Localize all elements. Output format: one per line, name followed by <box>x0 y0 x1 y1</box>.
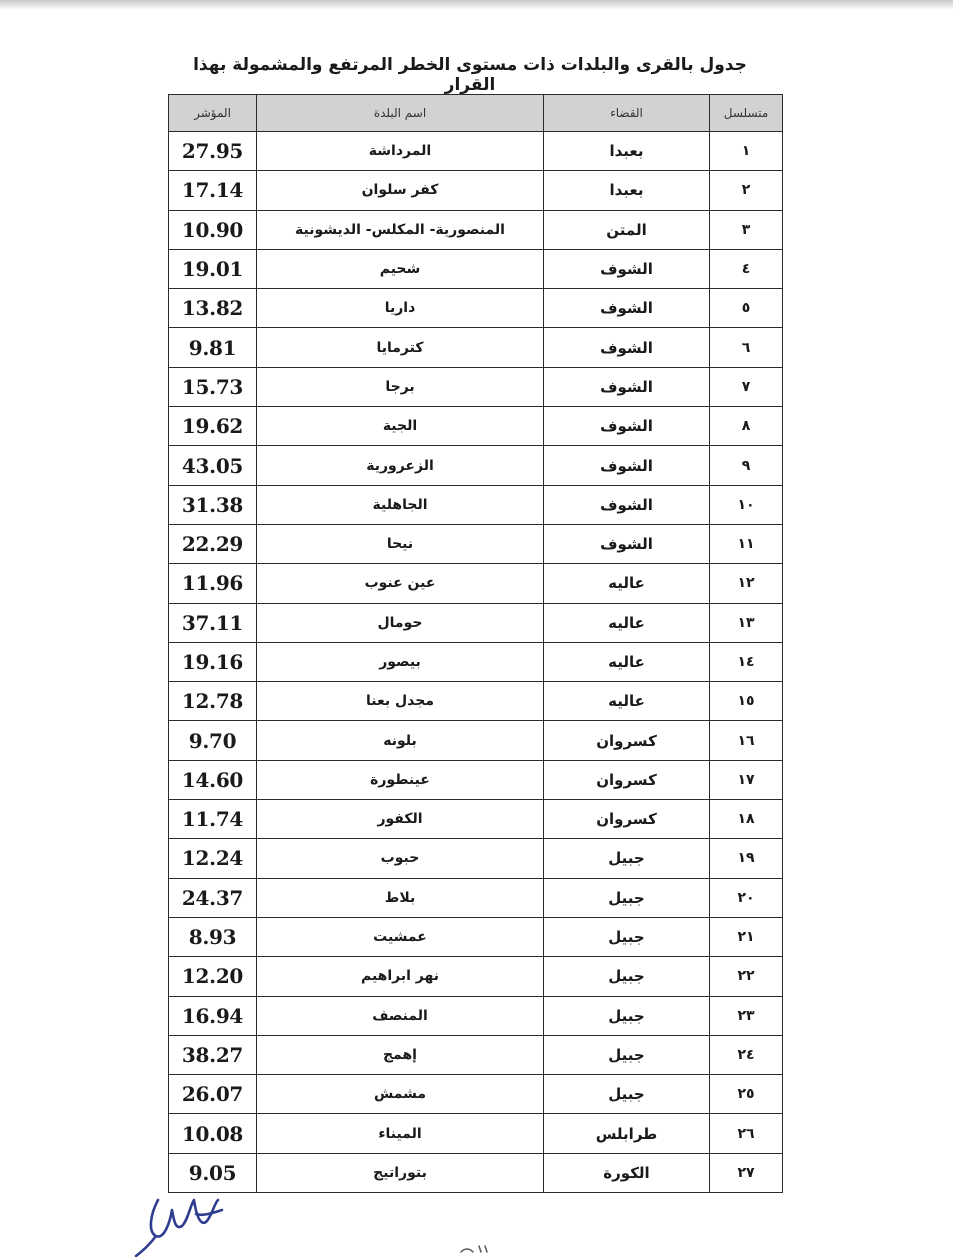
cell-index: 19.62 <box>169 407 257 446</box>
table-row <box>169 996 783 1035</box>
cell-serial: ١١ <box>710 524 783 563</box>
table-row <box>169 446 783 485</box>
cell-district: جبيل <box>544 1035 710 1074</box>
cell-village: الجاهلية <box>257 485 544 524</box>
header-district: القضاء <box>544 95 710 132</box>
cell-village: مجدل بعنا <box>257 682 544 721</box>
cell-village: إهمج <box>257 1035 544 1074</box>
cell-serial: ١٥ <box>710 682 783 721</box>
cell-village: الزعرورية <box>257 446 544 485</box>
cell-serial: ٢٦ <box>710 1114 783 1153</box>
table-row <box>169 721 783 760</box>
table-row <box>169 249 783 288</box>
cell-serial: ١٤ <box>710 642 783 681</box>
table-row <box>169 171 783 210</box>
cell-index: 38.27 <box>169 1035 257 1074</box>
cell-village: عينطورة <box>257 760 544 799</box>
cell-serial: ١٨ <box>710 800 783 839</box>
table-row <box>169 760 783 799</box>
cell-district: جبيل <box>544 996 710 1035</box>
cell-serial: ٢٤ <box>710 1035 783 1074</box>
cell-serial: ٢٢ <box>710 957 783 996</box>
cell-serial: ٤ <box>710 249 783 288</box>
cell-village: نيحا <box>257 524 544 563</box>
cell-serial: ١ <box>710 132 783 171</box>
cell-index: 19.01 <box>169 249 257 288</box>
cell-district: عاليه <box>544 603 710 642</box>
cell-index: 16.94 <box>169 996 257 1035</box>
signature-mark <box>130 1170 230 1257</box>
cell-district: بعبدا <box>544 132 710 171</box>
table-row <box>169 642 783 681</box>
cell-village: الميناء <box>257 1114 544 1153</box>
table-row <box>169 485 783 524</box>
cell-index: 12.78 <box>169 682 257 721</box>
cell-district: عاليه <box>544 642 710 681</box>
cell-district: الشوف <box>544 249 710 288</box>
cell-serial: ٢٥ <box>710 1075 783 1114</box>
cell-serial: ٧ <box>710 367 783 406</box>
cell-index: 15.73 <box>169 367 257 406</box>
cell-village: برجا <box>257 367 544 406</box>
cell-district: جبيل <box>544 878 710 917</box>
cell-index: 43.05 <box>169 446 257 485</box>
cell-serial: ٦ <box>710 328 783 367</box>
table-row <box>169 367 783 406</box>
cell-index: 14.60 <box>169 760 257 799</box>
cell-index: 22.29 <box>169 524 257 563</box>
cell-village: عمشيت <box>257 917 544 956</box>
table-row <box>169 957 783 996</box>
cell-district: جبيل <box>544 839 710 878</box>
cell-serial: ١٣ <box>710 603 783 642</box>
high-risk-villages-table <box>168 94 783 1193</box>
cell-district: بعبدا <box>544 171 710 210</box>
cell-serial: ٥ <box>710 289 783 328</box>
cell-village: حبوب <box>257 839 544 878</box>
cell-village: داريا <box>257 289 544 328</box>
cell-district: كسروان <box>544 800 710 839</box>
cell-village: شحيم <box>257 249 544 288</box>
cell-district: المتن <box>544 210 710 249</box>
cell-serial: ٩ <box>710 446 783 485</box>
page-title: جدول بالقرى والبلدات ذات مستوى الخطر المرتفع والمشمولة بهذا القرار <box>193 55 747 95</box>
cell-village: المنصف <box>257 996 544 1035</box>
cell-index: 19.16 <box>169 642 257 681</box>
cell-index: 9.81 <box>169 328 257 367</box>
header-index: المؤشر <box>169 95 257 132</box>
table-row <box>169 564 783 603</box>
cell-serial: ١٦ <box>710 721 783 760</box>
cell-district: الشوف <box>544 446 710 485</box>
cell-district: عاليه <box>544 682 710 721</box>
table-row <box>169 328 783 367</box>
cell-village: بلونه <box>257 721 544 760</box>
table-row <box>169 210 783 249</box>
cell-index: 26.07 <box>169 1075 257 1114</box>
cell-district: الشوف <box>544 367 710 406</box>
table-row <box>169 603 783 642</box>
cell-village: المرداشة <box>257 132 544 171</box>
cell-district: الكورة <box>544 1153 710 1192</box>
cell-index: 9.05 <box>169 1153 257 1192</box>
table-row <box>169 800 783 839</box>
cell-district: عاليه <box>544 564 710 603</box>
cell-village: كترمايا <box>257 328 544 367</box>
cell-village: حومال <box>257 603 544 642</box>
cell-village: بيصور <box>257 642 544 681</box>
cell-village: الجية <box>257 407 544 446</box>
table-row <box>169 1114 783 1153</box>
cell-index: 11.96 <box>169 564 257 603</box>
cell-district: طرابلس <box>544 1114 710 1153</box>
cell-district: الشوف <box>544 328 710 367</box>
table-row <box>169 839 783 878</box>
table-row <box>169 289 783 328</box>
cell-index: 24.37 <box>169 878 257 917</box>
cell-index: 12.24 <box>169 839 257 878</box>
cell-serial: ١٩ <box>710 839 783 878</box>
cell-index: 9.70 <box>169 721 257 760</box>
cell-index: 37.11 <box>169 603 257 642</box>
table-row <box>169 407 783 446</box>
cell-district: كسروان <box>544 760 710 799</box>
cell-index: 27.95 <box>169 132 257 171</box>
cell-district: جبيل <box>544 917 710 956</box>
cell-serial: ١٧ <box>710 760 783 799</box>
cell-district: جبيل <box>544 1075 710 1114</box>
cell-district: كسروان <box>544 721 710 760</box>
table-body <box>169 132 783 1193</box>
cell-district: الشوف <box>544 407 710 446</box>
table-row <box>169 917 783 956</box>
cell-village: بتوراتيج <box>257 1153 544 1192</box>
table-row <box>169 132 783 171</box>
header-village: اسم البلدة <box>257 95 544 132</box>
cell-district: الشوف <box>544 289 710 328</box>
cell-serial: ٢١ <box>710 917 783 956</box>
cell-village: مشمش <box>257 1075 544 1114</box>
table-row <box>169 524 783 563</box>
cell-serial: ٢ <box>710 171 783 210</box>
table-row <box>169 1035 783 1074</box>
cell-serial: ١٢ <box>710 564 783 603</box>
cell-district: الشوف <box>544 485 710 524</box>
scan-top-edge <box>0 0 953 10</box>
cell-index: 11.74 <box>169 800 257 839</box>
cell-index: 8.93 <box>169 917 257 956</box>
cell-serial: ٨ <box>710 407 783 446</box>
cell-index: 10.08 <box>169 1114 257 1153</box>
cell-village: نهر ابراهيم <box>257 957 544 996</box>
cell-district: جبيل <box>544 957 710 996</box>
table-row <box>169 878 783 917</box>
cell-village: كفر سلوان <box>257 171 544 210</box>
cell-village: المنصورية- المكلس- الديشونية <box>257 210 544 249</box>
cell-index: 13.82 <box>169 289 257 328</box>
cell-serial: ٢٠ <box>710 878 783 917</box>
table-row <box>169 1153 783 1192</box>
cell-index: 10.90 <box>169 210 257 249</box>
cell-serial: ٣ <box>710 210 783 249</box>
cell-index: 31.38 <box>169 485 257 524</box>
table-header-row <box>169 95 783 132</box>
header-serial: متسلسل <box>710 95 783 132</box>
cell-village: الكفور <box>257 800 544 839</box>
table-row <box>169 682 783 721</box>
cell-serial: ١٠ <box>710 485 783 524</box>
cell-serial: ٢٣ <box>710 996 783 1035</box>
page-mark <box>455 1240 495 1257</box>
table-row <box>169 1075 783 1114</box>
cell-village: بلاط <box>257 878 544 917</box>
cell-district: الشوف <box>544 524 710 563</box>
cell-index: 12.20 <box>169 957 257 996</box>
cell-village: عين عنوب <box>257 564 544 603</box>
cell-serial: ٢٧ <box>710 1153 783 1192</box>
cell-index: 17.14 <box>169 171 257 210</box>
